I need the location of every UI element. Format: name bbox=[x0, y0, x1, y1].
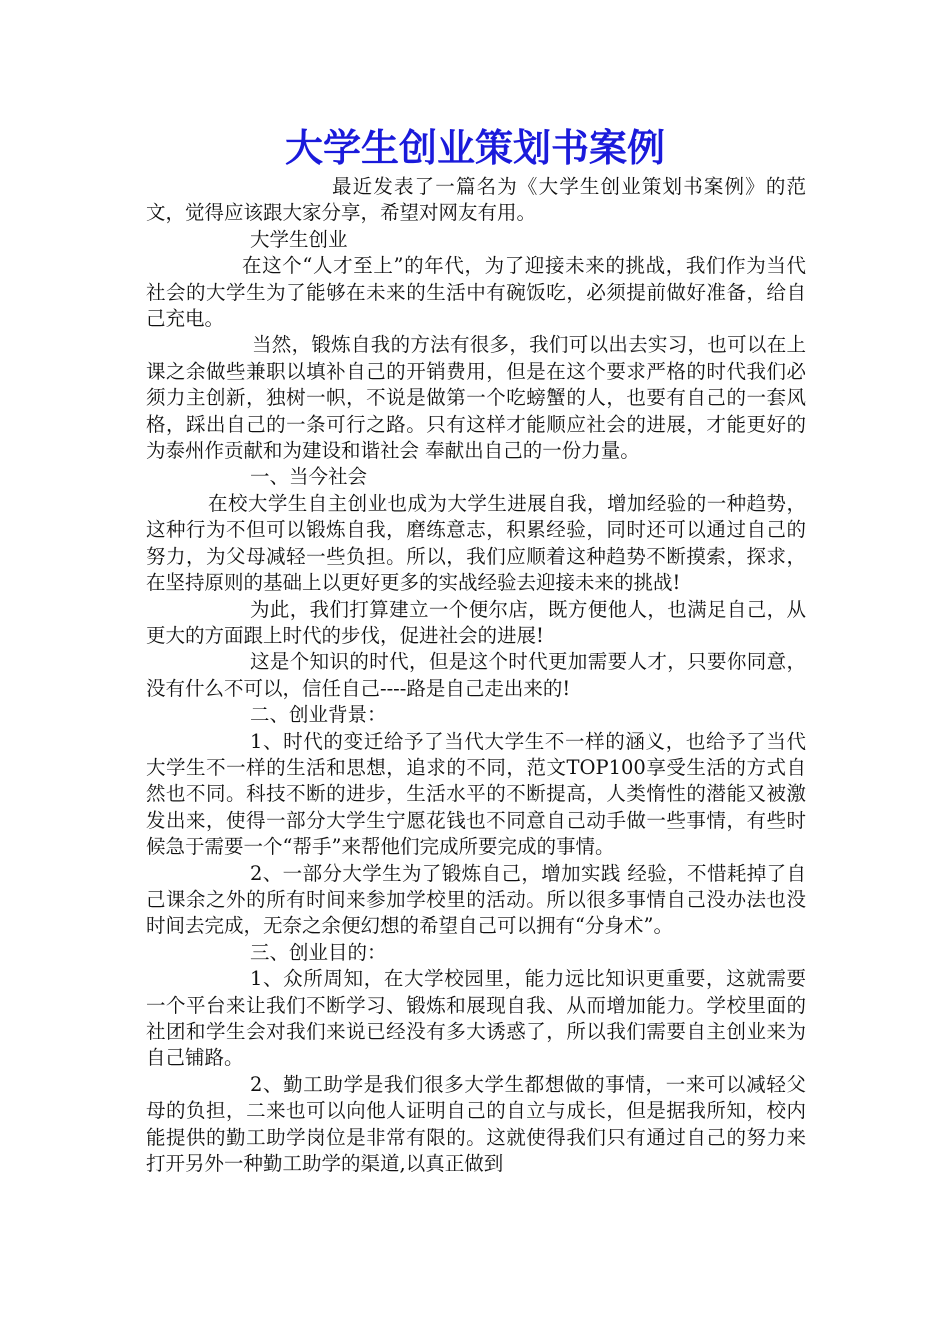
paragraph-background-2: 2、一部分大学生为了锻炼自己，增加实践 经验，不惜耗掉了自己课余之外的所有时间来参加学校里的活动。所以很多事情自己没办法也没时间去完成，无奈之余便幻想的希望自己可以拥有“分身术”。 bbox=[146, 861, 806, 938]
document-title: 大学生创业策划书案例 bbox=[284, 125, 665, 170]
heading-society: 一、当今社会 bbox=[250, 465, 368, 489]
paragraph-knowledge-era: 这是个知识的时代，但是这个时代更加需要人才，只要你同意，没有什么不可以，信任自己----路是自己走出来的! bbox=[146, 650, 806, 700]
heading-purpose: 三、创业目的： bbox=[250, 940, 387, 964]
paragraph-intro: 最近发表了一篇名为《大学生创业策划书案例》的范文，觉得应该跟大家分享，希望对网友有用。 bbox=[146, 175, 806, 225]
heading-startup: 大学生创业 bbox=[250, 227, 348, 251]
paragraph-store-plan: 为此，我们打算建立一个便尔店，既方便他人，也满足自己，从更大的方面跟上时代的步伐，促进社会的进展! bbox=[146, 597, 806, 647]
paragraph-purpose-1: 1、众所周知，在大学校园里，能力远比知识更重要，这就需要一个平台来让我们不断学习、锻炼和展现自我、从而增加能力。学校里面的社团和学生会对我们来说已经没有多大诱惑了，所以我们需要自主创业来为自己铺路。 bbox=[146, 967, 806, 1070]
heading-background: 二、创业背景： bbox=[250, 703, 387, 727]
paragraph-trend: 在校大学生自主创业也成为大学生进展自我，增加经验的一种趋势，这种行为不但可以锻炼自我，磨练意志，积累经验，同时还可以通过自己的努力，为父母减轻一些负担。所以，我们应顺着这种趋势不断摸索，探求，在坚持原则的基础上以更好更多的实战经验去迎接未来的挑战! bbox=[146, 491, 806, 595]
paragraph-self-training: 当然，锻炼自我的方法有很多，我们可以出去实习，也可以在上课之余做些兼职以填补自己的开销费用，但是在这个要求严格的时代我们必须力主创新，独树一帜，不说是做第一个吃螃蟹的人，也要有自己的一套风格，踩出自己的一条可行之路。只有这样才能顺应社会的进展，才能更好的为泰州作贡献和为建设和谐社会 奉献出自己的一份力量。 bbox=[146, 333, 806, 463]
paragraph-purpose-2: 2、勤工助学是我们很多大学生都想做的事情，一来可以减轻父母的负担，二来也可以向他人证明自己的自立与成长，但是据我所知，校内能提供的勤工助学岗位是非常有限的。这就使得我们只有通过自己的努力来打开另外一种勤工助学的渠道,以真正做到 bbox=[146, 1072, 806, 1176]
paragraph-era: 在这个“人才至上”的年代，为了迎接未来的挑战，我们作为当代社会的大学生为了能够在未来的生活中有碗饭吃，必须提前做好准备，给自己充电。 bbox=[146, 254, 806, 331]
paragraph-background-1: 1、时代的变迁给予了当代大学生不一样的涵义，也给予了当代大学生不一样的生活和思想，追求的不同，范文TOP100享受生活的方式自然也不同。科技不断的进步，生活水平的不断提高，人类惰性的潜能又被激发出来，使得一部分大学生宁愿花钱也不同意自己动手做一些事情，有些时候急于需要一个“帮手”来帮他们完成所要完成的事情。 bbox=[146, 729, 806, 859]
document-body bbox=[146, 174, 806, 1177]
